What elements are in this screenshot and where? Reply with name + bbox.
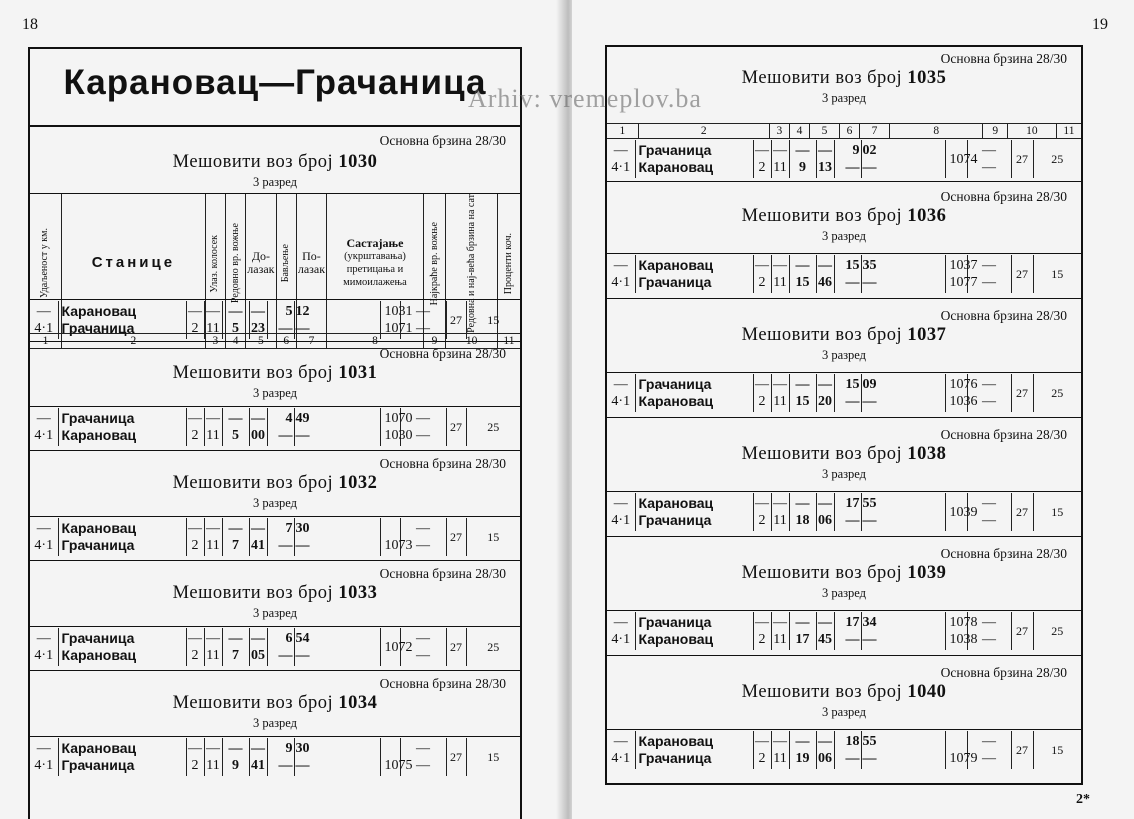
fastest-cell: — — — [967, 493, 1011, 531]
distance-cell: — 4·1 — [34, 411, 54, 443]
train-number: 1037 — [907, 325, 947, 345]
arrival-cell: — 17 — [789, 612, 816, 650]
departure-min-cell: 09 — — [861, 374, 945, 412]
brake-cell: 25 — [1033, 374, 1081, 412]
train-title — [607, 206, 1081, 227]
archive-watermark: Arhiv: vremeplov.ba — [468, 84, 702, 113]
column-index-table — [607, 123, 1081, 139]
departure-min-cell: 55 — — [861, 731, 945, 769]
regular-time-cell: — 11 — [204, 301, 222, 339]
arrival-cell: — 18 — [789, 493, 816, 531]
station-from: Грачаница — [638, 142, 712, 158]
train-number: 1036 — [907, 206, 947, 226]
train-row-table — [607, 612, 1081, 650]
station-from: Карановац — [61, 740, 137, 756]
header-distance: Удаљеност у км. — [30, 194, 61, 333]
meetings-cell: 1039 — [945, 493, 967, 531]
speed-cell: 27 — [446, 301, 466, 339]
meetings-cell: 1070 1030 — [380, 408, 400, 446]
arrival-min-cell: — 41 — [249, 518, 267, 556]
stations-cell — [58, 518, 186, 556]
distance-cell: — 4·1 — [611, 377, 631, 409]
arrival-min-cell: — 46 — [816, 255, 834, 293]
train-row-table — [30, 301, 520, 339]
arrival-cell: — 19 — [789, 731, 816, 769]
meetings-cell: 1075 — [380, 738, 400, 776]
speed-note: Основна брзина 28/30 — [940, 51, 1067, 66]
station-from: Грачаница — [61, 630, 135, 646]
meetings-cell: 1073 — [380, 518, 400, 556]
col-index: 7 — [296, 333, 326, 348]
header-composition: Састајање (укрштавања) претицања и мимоилажења — [327, 194, 424, 333]
distance-cell: — 4·1 — [611, 734, 631, 766]
train-title-prefix: Мешовити воз број — [172, 473, 334, 493]
speed-note: Основна брзина 28/30 — [379, 346, 506, 361]
arrival-min-cell: — 05 — [249, 628, 267, 666]
train-number: 1039 — [907, 563, 947, 583]
regular-time-cell: — 11 — [771, 612, 789, 650]
speed-cell: 27 — [1011, 374, 1033, 412]
train-class: 3 разред — [252, 386, 298, 400]
arrival-cell: — 9 — [789, 140, 816, 178]
meetings-cell: 1074 — [945, 140, 967, 178]
station-to: Грачаница — [638, 512, 712, 528]
stations-cell — [635, 493, 753, 531]
train-title — [607, 682, 1081, 703]
arrival-min-cell: — 06 — [816, 731, 834, 769]
train-class: 3 разред — [821, 586, 867, 600]
regular-time-cell: — 11 — [771, 731, 789, 769]
distance-cell: — 4·1 — [611, 496, 631, 528]
train-number: 1040 — [907, 682, 947, 702]
header-fastest: Најкраће вр. вожње — [423, 194, 445, 333]
title-divider — [30, 125, 520, 127]
regular-time-cell: — 11 — [771, 493, 789, 531]
train-class: 3 разред — [821, 467, 867, 481]
track-cell: — 2 — [753, 140, 771, 178]
train-row-table — [607, 255, 1081, 293]
stations-cell — [58, 408, 186, 446]
brake-cell: 25 — [466, 408, 520, 446]
col-index: 4 — [789, 124, 809, 139]
col-index: 3 — [205, 333, 225, 348]
arrival-cell: — 5 — [222, 408, 249, 446]
train-title-prefix: Мешовити воз број — [172, 363, 334, 383]
track-cell: — 2 — [186, 628, 204, 666]
right-page — [572, 0, 1134, 819]
arrival-min-cell: — 41 — [249, 738, 267, 776]
speed-note: Основна брзина 28/30 — [940, 308, 1067, 323]
train-row-table — [607, 140, 1081, 178]
arrival-cell: — 9 — [222, 738, 249, 776]
brake-cell: 15 — [1033, 731, 1081, 769]
fastest-cell: — — — [967, 612, 1011, 650]
meetings-cell: 1072 — [380, 628, 400, 666]
header-brake: Проценти коч. — [497, 194, 520, 333]
col-index: 5 — [246, 333, 276, 348]
departure-min-cell: 49 — — [294, 408, 380, 446]
station-to: Грачаница — [638, 274, 712, 290]
track-cell: — 2 — [186, 301, 204, 339]
station-to: Грачаница — [61, 320, 135, 336]
col-index: 11 — [1056, 124, 1081, 139]
departure-min-cell: 34 — — [861, 612, 945, 650]
arrival-cell: — 7 — [222, 518, 249, 556]
train-class: 3 разред — [821, 91, 867, 105]
departure-min-cell: 55 — — [861, 493, 945, 531]
brake-cell: 25 — [466, 628, 520, 666]
arrival-cell: — 7 — [222, 628, 249, 666]
train-row-table — [30, 408, 520, 446]
train-title — [30, 583, 520, 604]
station-to: Карановац — [61, 647, 137, 663]
arrival-cell: — 15 — [789, 255, 816, 293]
meetings-cell: 1076 1036 — [945, 374, 967, 412]
regular-time-cell: — 11 — [771, 374, 789, 412]
track-cell: — 2 — [186, 518, 204, 556]
track-cell: — 2 — [753, 731, 771, 769]
train-number: 1030 — [338, 152, 378, 172]
train-title-prefix: Мешовити воз број — [741, 563, 903, 583]
departure-cell: 4 — — [267, 408, 294, 446]
distance-cell: — 4·1 — [34, 521, 54, 553]
station-from: Карановац — [638, 495, 714, 511]
station-from: Грачаница — [638, 614, 712, 630]
train-number: 1031 — [338, 363, 378, 383]
train-title-prefix: Мешовити воз број — [741, 68, 903, 88]
departure-cell: 7 — — [267, 518, 294, 556]
speed-cell: 27 — [1011, 255, 1033, 293]
train-class: 3 разред — [252, 716, 298, 730]
train-class: 3 разред — [821, 229, 867, 243]
station-to: Грачаница — [61, 537, 135, 553]
train-class: 3 разред — [821, 705, 867, 719]
timetable-frame-left — [28, 47, 522, 819]
speed-note: Основна брзина 28/30 — [379, 456, 506, 471]
station-from: Карановац — [61, 303, 137, 319]
station-from: Грачаница — [61, 410, 135, 426]
col-index: 9 — [983, 124, 1007, 139]
col-index: 8 — [890, 124, 983, 139]
brake-cell: 15 — [466, 518, 520, 556]
train-row-table — [607, 731, 1081, 769]
fastest-cell: — — — [400, 518, 446, 556]
departure-min-cell: 30 — — [294, 518, 380, 556]
station-to: Грачаница — [61, 757, 135, 773]
departure-cell: 17 — — [834, 612, 861, 650]
stations-cell — [635, 374, 753, 412]
train-number: 1033 — [338, 583, 378, 603]
distance-cell: — 4·1 — [34, 631, 54, 663]
meetings-cell: 1079 — [945, 731, 967, 769]
fastest-cell: — — — [967, 140, 1011, 178]
distance-cell: — 4·1 — [34, 741, 54, 773]
speed-note: Основна брзина 28/30 — [940, 189, 1067, 204]
track-cell: — 2 — [753, 493, 771, 531]
departure-cell: 17 — — [834, 493, 861, 531]
brake-cell: 25 — [1033, 612, 1081, 650]
timetable-frame-right — [605, 45, 1083, 785]
train-title — [30, 473, 520, 494]
regular-time-cell: — 11 — [204, 738, 222, 776]
col-index: 11 — [497, 333, 520, 348]
brake-cell: 25 — [1033, 140, 1081, 178]
meetings-cell: 1031 1071 — [380, 301, 400, 339]
stations-cell — [635, 731, 753, 769]
station-from: Карановац — [638, 733, 714, 749]
speed-cell: 27 — [1011, 731, 1033, 769]
train-title — [30, 363, 520, 384]
fastest-cell: — — — [400, 628, 446, 666]
col-index: 4 — [226, 333, 246, 348]
stations-cell — [635, 140, 753, 178]
arrival-min-cell: — 00 — [249, 408, 267, 446]
track-cell: — 2 — [753, 374, 771, 412]
train-title — [30, 693, 520, 714]
track-cell: — 2 — [186, 408, 204, 446]
col-index: 1 — [30, 333, 61, 348]
departure-cell: 6 — — [267, 628, 294, 666]
station-from: Грачаница — [638, 376, 712, 392]
train-number: 1035 — [907, 68, 947, 88]
speed-note: Основна брзина 28/30 — [940, 665, 1067, 680]
stations-cell — [635, 255, 753, 293]
departure-min-cell: 02 — — [861, 140, 945, 178]
regular-time-cell: — 11 — [771, 255, 789, 293]
brake-cell: 15 — [1033, 255, 1081, 293]
train-title-prefix: Мешовити воз број — [741, 325, 903, 345]
col-index: 5 — [809, 124, 839, 139]
speed-note: Основна брзина 28/30 — [379, 676, 506, 691]
col-index: 6 — [839, 124, 859, 139]
header-speed: Редовна и нај-већа брзина на сат — [446, 194, 498, 333]
train-title-prefix: Мешовити воз број — [172, 693, 334, 713]
distance-cell: — 4·1 — [611, 258, 631, 290]
header-track: Улаз. колосек — [205, 194, 225, 333]
col-index: 10 — [1007, 124, 1056, 139]
speed-cell: 27 — [1011, 493, 1033, 531]
station-to: Карановац — [638, 393, 714, 409]
speed-note: Основна брзина 28/30 — [940, 427, 1067, 442]
header-stations: Станице — [61, 194, 205, 333]
train-title-prefix: Мешовити воз број — [741, 682, 903, 702]
train-row-table — [30, 628, 520, 666]
speed-note: Основна брзина 28/30 — [379, 566, 506, 581]
track-cell: — 2 — [753, 612, 771, 650]
stations-cell — [58, 738, 186, 776]
train-title — [607, 444, 1081, 465]
train-number: 1038 — [907, 444, 947, 464]
fastest-cell: — — — [967, 255, 1011, 293]
speed-cell: 27 — [1011, 140, 1033, 178]
train-title — [607, 563, 1081, 584]
train-title — [30, 152, 520, 173]
station-to: Карановац — [638, 159, 714, 175]
train-row-table — [30, 518, 520, 556]
regular-time-cell: — 11 — [771, 140, 789, 178]
route-title: Карановац—Грачаница — [63, 63, 487, 102]
train-class: 3 разред — [252, 606, 298, 620]
col-index: 3 — [769, 124, 789, 139]
train-title-prefix: Мешовити воз број — [741, 444, 903, 464]
regular-time-cell: — 11 — [204, 518, 222, 556]
train-class: 3 разред — [252, 175, 298, 189]
regular-time-cell: — 11 — [204, 628, 222, 666]
header-departure: По- лазак — [296, 194, 326, 333]
distance-cell: — 4·1 — [34, 304, 54, 336]
train-row-table — [607, 374, 1081, 412]
fastest-cell: — — — [967, 731, 1011, 769]
departure-cell: 9 — — [834, 140, 861, 178]
station-to: Карановац — [61, 427, 137, 443]
arrival-min-cell: — 13 — [816, 140, 834, 178]
page-number-right: 19 — [1092, 16, 1108, 33]
brake-cell: 15 — [466, 738, 520, 776]
distance-cell: — 4·1 — [611, 615, 631, 647]
train-row-table — [30, 738, 520, 776]
station-to: Карановац — [638, 631, 714, 647]
train-class: 3 разред — [252, 496, 298, 510]
train-number: 1032 — [338, 473, 378, 493]
stations-cell — [58, 301, 186, 339]
stations-cell — [635, 612, 753, 650]
header-regular-time: Редовно вр. вожње — [226, 194, 246, 333]
fastest-cell: — — — [400, 408, 446, 446]
col-index: 7 — [860, 124, 890, 139]
arrival-min-cell: — 23 — [249, 301, 267, 339]
departure-cell: 15 — — [834, 374, 861, 412]
arrival-min-cell: — 20 — [816, 374, 834, 412]
speed-cell: 27 — [446, 738, 466, 776]
brake-cell: 15 — [466, 301, 520, 339]
train-row-table — [607, 493, 1081, 531]
arrival-cell: — 5 — [222, 301, 249, 339]
arrival-min-cell: — 06 — [816, 493, 834, 531]
departure-cell: 5 — — [267, 301, 294, 339]
speed-cell: 27 — [1011, 612, 1033, 650]
track-cell: — 2 — [186, 738, 204, 776]
page-number-left: 18 — [22, 16, 38, 33]
train-title-prefix: Мешовити воз број — [172, 152, 334, 172]
speed-note: Основна брзина 28/30 — [379, 133, 506, 148]
col-index: 8 — [327, 333, 424, 348]
arrival-cell: — 15 — [789, 374, 816, 412]
regular-time-cell: — 11 — [204, 408, 222, 446]
header-arrival: До- лазак — [246, 194, 276, 333]
col-index: 1 — [607, 124, 638, 139]
fastest-cell: — — — [400, 301, 446, 339]
departure-min-cell: 12 — — [294, 301, 380, 339]
fastest-cell: — — — [967, 374, 1011, 412]
left-page — [0, 0, 562, 819]
brake-cell: 15 — [1033, 493, 1081, 531]
arrival-min-cell: — 45 — [816, 612, 834, 650]
train-number: 1034 — [338, 693, 378, 713]
col-index: 6 — [276, 333, 296, 348]
col-index: 2 — [638, 124, 769, 139]
departure-min-cell: 30 — — [294, 738, 380, 776]
meetings-cell: 1037 1077 — [945, 255, 967, 293]
meetings-cell: 1078 1038 — [945, 612, 967, 650]
train-title-prefix: Мешовити воз број — [172, 583, 334, 603]
train-title — [607, 325, 1081, 346]
departure-cell: 9 — — [267, 738, 294, 776]
signature-mark: 2* — [1076, 792, 1090, 807]
distance-cell: — 4·1 — [611, 143, 631, 175]
train-title-prefix: Мешовити воз број — [741, 206, 903, 226]
station-to: Грачаница — [638, 750, 712, 766]
track-cell: — 2 — [753, 255, 771, 293]
header-stop: Бављење — [276, 194, 296, 333]
speed-cell: 27 — [446, 628, 466, 666]
station-from: Карановац — [638, 257, 714, 273]
stations-cell — [58, 628, 186, 666]
fastest-cell: — — — [400, 738, 446, 776]
col-index: 9 — [423, 333, 445, 348]
departure-min-cell: 54 — — [294, 628, 380, 666]
col-index: 10 — [446, 333, 498, 348]
departure-cell: 18 — — [834, 731, 861, 769]
speed-note: Основна брзина 28/30 — [940, 546, 1067, 561]
departure-cell: 15 — — [834, 255, 861, 293]
speed-cell: 27 — [446, 408, 466, 446]
station-from: Карановац — [61, 520, 137, 536]
departure-min-cell: 35 — — [861, 255, 945, 293]
speed-cell: 27 — [446, 518, 466, 556]
col-index: 2 — [61, 333, 205, 348]
train-class: 3 разред — [821, 348, 867, 362]
